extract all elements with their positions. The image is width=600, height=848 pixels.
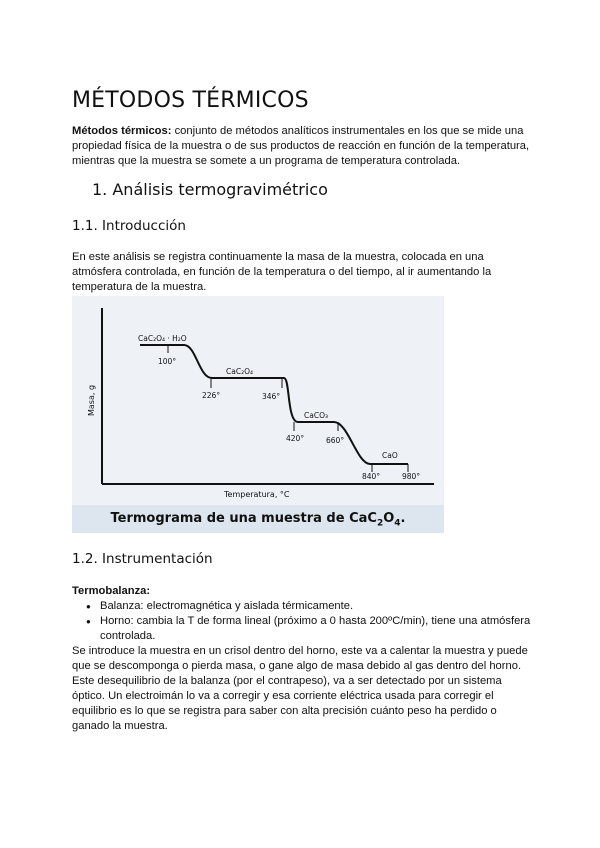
caption-subscript-4: 4 [394,518,401,529]
subsection-heading-intro: 1.1. Introducción [72,218,186,234]
intro-definition: conjunto de métodos analíticos instrumentales en los que se mide una propiedad física de la muestra o de sus productos de reacción en función de la temperatura, mientras que la muestra se somete a un programa de temperatura controlada. [72,125,530,167]
temp-label-346: 346° [262,392,281,401]
species-label-hydrate: CaC₂O₄ · H₂O [138,334,187,343]
caption-subscript-2: 2 [376,518,384,529]
list-item-horno: ● Horno: cambia la T de forma lineal (próximo a 0 hasta 200ºC/min), tiene una atmósfera controlada. [72,614,532,644]
instrument-list [72,599,532,644]
thermogram-figure [72,296,444,533]
list-item-balanza: ● Balanza: electromagnética y aislada térmicamente. [72,599,532,614]
temp-label-660: 660° [326,436,345,445]
page-title: MÉTODOS TÉRMICOS [72,88,309,113]
y-axis-label: Masa, g [87,384,96,416]
species-label-carbonate: CaCO₃ [304,411,328,420]
subsection-heading-instrumentation: 1.2. Instrumentación [72,551,213,567]
x-axis-label: Temperatura, °C [224,490,290,499]
temp-label-840: 840° [362,472,381,481]
termobalanza-label: Termobalanza: [72,585,151,597]
figure-caption [72,505,444,533]
intro-paragraph [72,124,532,169]
caption-text-o: O [383,511,395,526]
temp-label-980: 980° [402,472,421,481]
intro-term: Métodos térmicos: [72,125,172,137]
intro-analysis-paragraph: En este análisis se registra continuamente la masa de la muestra, colocada en una atmósfera controlada, en función de la temperatura o del tiempo, al ir aumentando la temperatura de la muestra. [72,251,492,293]
section-heading-tga: 1. Análisis termogravimétrico [92,180,328,199]
temp-label-226: 226° [202,391,221,400]
thermogram-chart [72,296,444,505]
species-label-oxide: CaO [382,451,398,460]
species-label-oxalate: CaC₂O₄ [226,367,253,376]
caption-text-end: . [400,511,406,526]
procedure-paragraph: Se introduce la muestra en un crisol dentro del horno, este va a calentar la muestra y puede que se descomponga o pierda masa, o gane algo de masa debido al gas dentro del horno. Este desequilibrio de la balanza (por el contrapeso), va a ser detectado por un sistema óptico. Un electroimán lo va a corregir y esa corriente eléctrica usada para corregir el equilibrio es lo que se registra para saber con alta precisión cuánto peso ha perdido o ganado la muestra. [72,645,528,732]
temp-label-420: 420° [286,434,305,443]
mass-curve [140,345,408,464]
caption-text-start: Termograma de una muestra de CaC [110,511,377,526]
temp-label-100: 100° [158,357,177,366]
